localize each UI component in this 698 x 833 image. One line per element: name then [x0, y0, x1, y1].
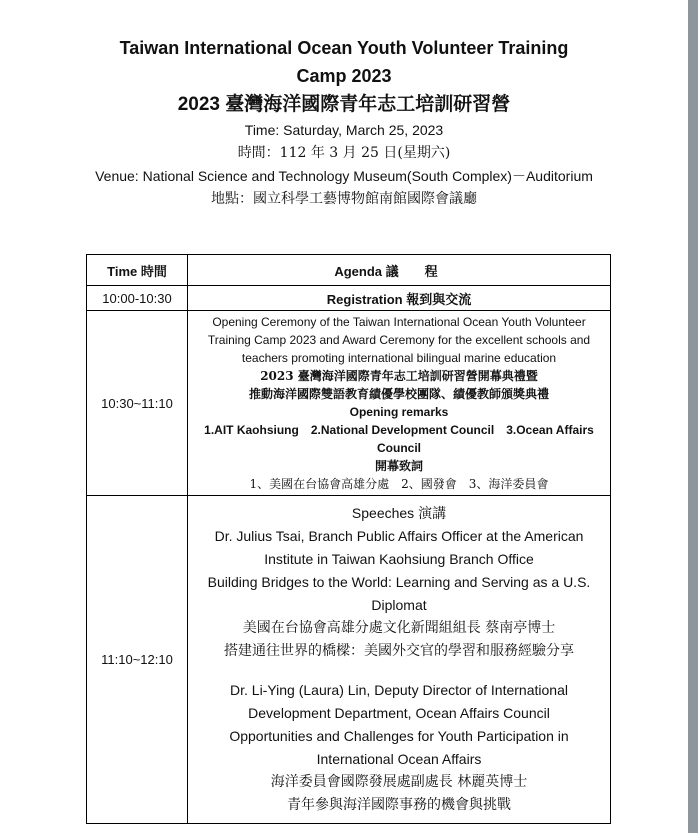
header-agenda-en: Agenda: [334, 263, 383, 279]
table-row: [87, 496, 611, 824]
opening-remarks-list: 1.AIT Kaohsiung 2.National Development Council 3.Ocean Affairs Council: [204, 423, 594, 455]
title-chinese: 2023 臺灣海洋國際青年志工培訓研習營: [177, 94, 511, 115]
time-cell: 10:30~11:10: [87, 311, 188, 496]
time-chinese: 時間：112 年 3 月 25 日(星期六): [237, 145, 451, 161]
header-agenda-zh: 議程: [385, 263, 464, 279]
header-agenda: [188, 255, 611, 286]
time-cell: 10:00-10:30: [87, 286, 188, 311]
table-row: [87, 311, 611, 496]
topic2-zh: 青年參與海洋國際事務的機會與挑戰: [287, 797, 511, 813]
time-cell: 11:10~12:10: [87, 496, 188, 824]
agenda-table: [86, 254, 611, 824]
registration-cell: Registration 報到與交流: [188, 286, 611, 311]
opening-remarks-list-zh: 1、美國在台協會高雄分處 2、國發會 3、海洋委員會: [249, 477, 549, 491]
viewer-scroll-gutter[interactable]: [688, 0, 698, 833]
title-english: Taiwan International Ocean Youth Volunteer Training Camp 2023: [119, 38, 569, 86]
speeches-label: Speeches 演講: [351, 505, 447, 521]
opening-title-zh-line1: 2023 臺灣海洋國際青年志工培訓研習營開幕典禮暨: [260, 369, 538, 383]
speeches-cell: [188, 496, 611, 824]
topic2-en: Opportunities and Challenges for Youth Participation in International Ocean Affairs: [229, 728, 569, 767]
speech-spacer: [196, 663, 602, 679]
header-time: Time 時間: [87, 255, 188, 286]
topic1-zh: 搭建通往世界的橋樑：美國外交官的學習和服務經驗分享: [224, 643, 574, 659]
speaker2-zh: 海洋委員會國際發展處副處長 林麗英博士: [270, 774, 528, 790]
venue-english: Venue: National Science and Technology Museum(South Complex)－Auditorium: [95, 168, 593, 184]
opening-remarks-label-zh: 開幕致詞: [374, 459, 423, 473]
speaker1-zh: 美國在台協會高雄分處文化新聞組組長 蔡南亭博士: [242, 620, 556, 636]
venue-chinese: 地點：國立科學工藝博物館南館國際會議廳: [211, 191, 477, 207]
opening-description-en: Opening Ceremony of the Taiwan International Ocean Youth Volunteer Training Camp 2023 and Award Ceremony for the excellent schools and teachers promoting international bilingual marine education: [207, 315, 591, 365]
opening-ceremony-cell: [188, 311, 611, 496]
time-english: Time: Saturday, March 25, 2023: [244, 122, 444, 138]
table-row: [87, 286, 611, 311]
opening-remarks-label: Opening remarks: [349, 405, 449, 419]
speaker2-en: Dr. Li-Ying (Laura) Lin, Deputy Director of International Development Department, Ocean Affairs Council: [230, 682, 568, 721]
document-header: [0, 34, 688, 211]
speaker1-en: Dr. Julius Tsai, Branch Public Affairs Officer at the American Institute in Taiwan Kaohsiung Branch Office: [214, 528, 584, 567]
table-header-row: [87, 255, 611, 286]
topic1-en: Building Bridges to the World: Learning and Serving as a U.S. Diplomat: [207, 574, 591, 613]
opening-title-zh-line2: 推動海洋國際雙語教育績優學校團隊、績優教師頒獎典禮: [248, 387, 549, 401]
